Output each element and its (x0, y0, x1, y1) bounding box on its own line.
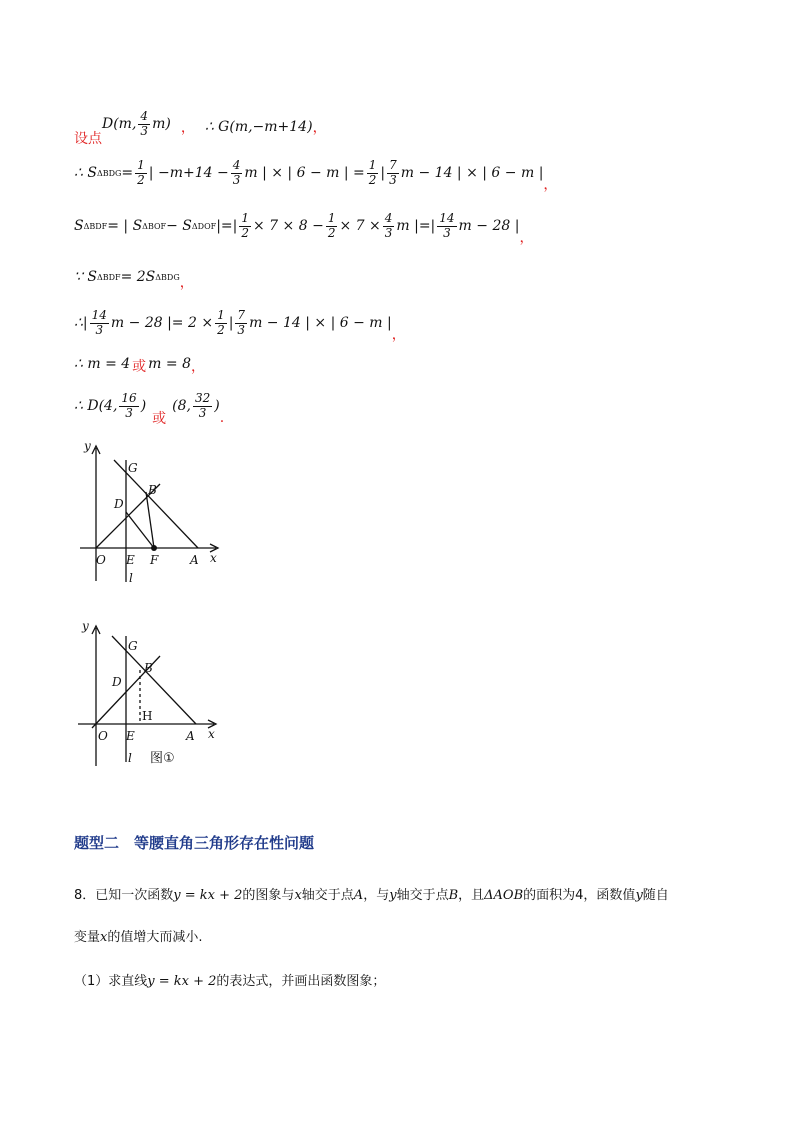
label-f: F (150, 553, 159, 567)
solution-line-2 (74, 152, 557, 194)
equation: y = kx + 2 (173, 888, 243, 903)
fraction: $\frac{1}{2}$ (217, 308, 225, 337)
label-d: D (114, 497, 124, 511)
expr: × 7 × (339, 218, 381, 234)
expr: = 2S (120, 269, 156, 285)
expr: m − 28 |= 2 × (110, 315, 214, 331)
expr: | −m+14 − (148, 165, 229, 181)
expr: − S (166, 218, 192, 234)
expr: (8, (172, 398, 191, 414)
expr: | (380, 165, 386, 181)
fraction: $\frac{32}{3}$ (194, 391, 211, 420)
expr: m − 14 | × | 6 − m | (400, 165, 544, 181)
expr: ∴ D(4, (74, 398, 118, 414)
label-y: y (82, 619, 89, 633)
problem-line-2: 变量x的值增大而减小. (74, 930, 203, 945)
expr: ∵ S (74, 269, 97, 285)
subscript: ΔBDF (83, 221, 108, 231)
line-oa-diagonal (112, 636, 196, 724)
solution-line-1 (74, 106, 327, 148)
subscript: ΔDOF (191, 221, 217, 231)
expr: | (228, 315, 234, 331)
fraction: $\frac{7}{3}$ (389, 158, 397, 187)
label-x: x (208, 727, 215, 741)
expr: ) (140, 398, 147, 414)
point-g-expr: ∴ G(m,−m+14) (204, 119, 313, 135)
point-d-tail: m) (152, 116, 171, 132)
expr: m | × | 6 − m | = (244, 165, 365, 181)
label-b: B (148, 483, 157, 497)
punct: . (219, 410, 225, 426)
problem-line-1: 8．已知一次函数y = kx + 2的图象与x轴交于点A，与y轴交于点B，且ΔAOB的面积为4，函数值y随自 (74, 888, 669, 903)
expr: = (121, 165, 134, 181)
point-d-expr: D(m, (102, 116, 137, 132)
fraction: $\frac{1}{2}$ (137, 158, 145, 187)
punct: ， (191, 359, 205, 375)
subscript: ΔBDG (96, 168, 122, 178)
subscript: ΔBDG (155, 272, 180, 282)
fraction: $\frac{1}{2}$ (327, 211, 336, 240)
section-heading: 题型二 等腰直角三角形存在性问题 (74, 834, 315, 852)
solution-line-7 (74, 384, 224, 428)
punct: ， (543, 177, 558, 193)
expr: ∴| (74, 315, 88, 331)
punct: ， (391, 327, 406, 343)
label-o: O (96, 553, 106, 567)
label-e: E (126, 553, 135, 567)
fraction: $\frac{1}{2}$ (368, 158, 377, 187)
equation: y = kx + 2 (147, 974, 217, 989)
solution-line-3 (74, 205, 533, 247)
expr: = | S (107, 218, 143, 234)
point-f-dot (151, 545, 157, 551)
label-l: l (129, 571, 133, 585)
label-h: H (142, 709, 153, 723)
expr: |=| (216, 218, 238, 234)
expr: × 7 × 8 − (253, 218, 324, 234)
expr: ∴ m = 4 (74, 356, 131, 372)
label-b: B (144, 661, 153, 675)
label-d: D (112, 675, 122, 689)
punct: ， (519, 230, 534, 246)
label-y: y (84, 439, 91, 453)
fraction: $\frac{16}{3}$ (121, 391, 137, 420)
label-e: E (126, 729, 135, 743)
label-a: A (190, 553, 199, 567)
expr: ∴ S (74, 165, 97, 181)
punct: ， (312, 120, 327, 136)
subscript: ΔBDF (96, 272, 121, 282)
solution-line-5 (74, 302, 406, 344)
or-word: 或 (152, 411, 167, 427)
fraction: $\frac{7}{3}$ (237, 308, 246, 337)
label-a: A (186, 729, 195, 743)
expr: ) (214, 398, 220, 414)
fraction: $\frac{14}{3}$ (91, 308, 107, 337)
or-word: 或 (132, 359, 147, 375)
solution-line-6 (74, 352, 205, 376)
fraction: $\frac{4}{3}$ (384, 211, 393, 240)
expr: m − 14 | × | 6 − m | (249, 315, 392, 331)
label-g: G (128, 461, 138, 475)
expr: m = 8 (148, 356, 191, 372)
label-o: O (98, 729, 108, 743)
expr: S (74, 218, 84, 234)
fraction: $\frac{14}{3}$ (439, 211, 455, 240)
expr: m − 28 | (458, 218, 520, 234)
figure-caption: 图① (150, 751, 175, 766)
expr: m |=| (396, 218, 436, 234)
punct: ， (179, 275, 194, 291)
geometry-figure-2 (70, 616, 240, 776)
label-set-point: 设点 (74, 131, 102, 147)
fraction: $\frac{1}{2}$ (241, 211, 249, 240)
fraction: $\frac{4}{3}$ (232, 158, 241, 187)
geometry-figure-1 (74, 436, 234, 586)
fraction: $\frac{4}{3}$ (140, 109, 149, 138)
label-x: x (210, 551, 217, 565)
label-l: l (128, 751, 132, 765)
question-1: （1）求直线y = kx + 2的表达式，并画出函数图象； (74, 974, 386, 989)
solution-line-4 (74, 262, 194, 292)
subscript: ΔBOF (142, 221, 167, 231)
label-g: G (128, 639, 138, 653)
separator: ， (180, 120, 195, 136)
